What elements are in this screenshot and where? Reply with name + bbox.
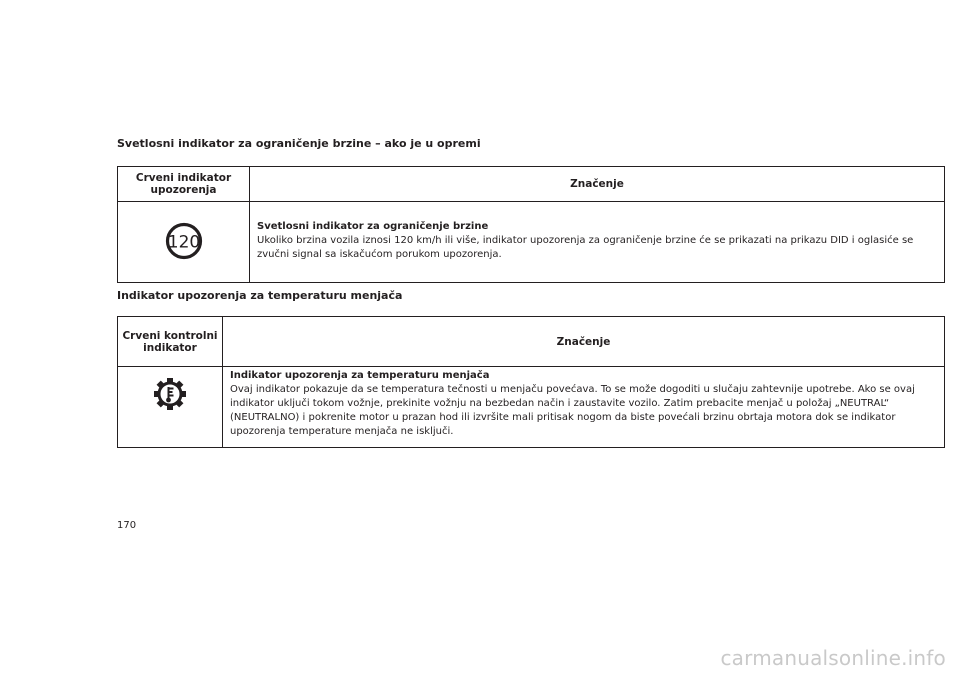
icon-cell <box>118 202 250 283</box>
description-text: Ukoliko brzina vozila iznosi 120 km/h ili više, indikator upozorenja za ograničenje brzine će se prikazati na prikazu DID i oglasiće se zvučni signal sa iskačućom porukom upozorenja. <box>257 235 914 260</box>
table-row <box>118 202 945 283</box>
transmission-temperature-indicator-table <box>117 316 945 448</box>
column-header-indicator: Crveni indikator upozorenja <box>118 167 250 202</box>
speed-limit-indicator-table <box>117 166 945 283</box>
column-header-meaning: Značenje <box>250 167 945 202</box>
transmission-temperature-icon <box>153 377 187 411</box>
table-header-row <box>118 167 945 202</box>
section-heading-transmission-temperature: Indikator upozorenja za temperaturu menjača <box>117 289 403 302</box>
section-heading-speed-limit: Svetlosni indikator za ograničenje brzine – ako je u opremi <box>117 137 481 150</box>
icon-cell <box>118 367 223 448</box>
column-header-indicator: Crveni kontrolni indikator <box>118 317 223 367</box>
description-cell <box>250 202 945 283</box>
description-title: Indikator upozorenja za temperaturu menjača <box>230 370 490 381</box>
speed-limit-value: 120 <box>167 232 200 252</box>
speed-limit-120-icon <box>165 222 203 260</box>
description-text: Ovaj indikator pokazuje da se temperatura tečnosti u menjaču povećava. To se može dogoditi u slučaju zahtevnije upotrebe. Ako se ovaj indikator uključi tokom vožnje, prekinite vožnju na bezbedan način i zaustavite vozilo. Zatim prebacite menjač u položaj „NEUTRAL“ (NEUTRALNO) i pokrenite motor u prazan hod ili izvršite mali pritisak nogom da biste povećali brzinu obrtaja motora dok se indikator upozorenja temperature menjača ne isključi. <box>230 384 915 437</box>
watermark: carmanualsonline.info <box>720 646 946 670</box>
description-cell <box>223 367 945 448</box>
column-header-meaning: Značenje <box>223 317 945 367</box>
table-row <box>118 367 945 448</box>
description-title: Svetlosni indikator za ograničenje brzine <box>257 221 489 232</box>
table-header-row <box>118 317 945 367</box>
page-number: 170 <box>117 520 137 531</box>
